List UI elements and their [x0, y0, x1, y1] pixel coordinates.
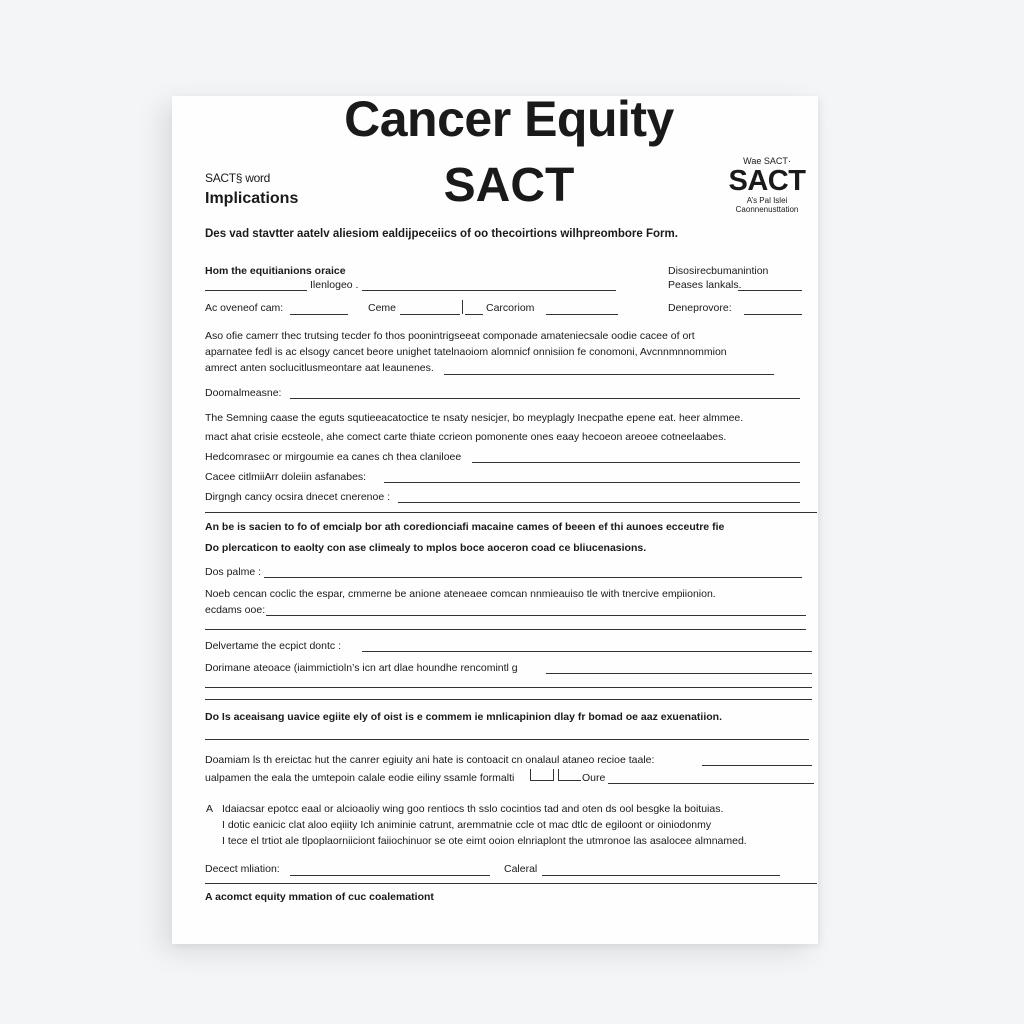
paragraph-2-line-2: mact ahat crisie ecsteole, ahe comect carte thiate ccrieon pomonente ones eaay hecoeon areoee cotneelaabes. — [205, 431, 727, 443]
field-d-label-2: ecdams ooe: — [205, 604, 266, 616]
section-a-field-2[interactable] — [290, 314, 348, 315]
field-d-input-1[interactable] — [264, 577, 802, 578]
field-e-checkbox-1[interactable] — [530, 769, 554, 781]
footer-statement: A acomct equity mmation of cuc coalemationt — [205, 891, 434, 903]
field-c-label-3: Dirgngh cancy ocsira dnecet cnerenoe : — [205, 491, 391, 503]
paragraph-1-line-3: amrect anten soclucitlusmeontare aat leaunenes. — [205, 362, 434, 374]
section-a-label-3: Ceme — [368, 302, 397, 314]
section-a-right-top: Disosirecbumanintion — [668, 265, 769, 277]
field-c-label-2: Cacee citlmiiArr doleiin asfanabes: — [205, 471, 367, 483]
list-line-3: I tece el trtiot ale tlpoplaorniiciont faiiochinuor se ote eimt ooion elnriaplont the utmronoe las asalocee almnamed. — [222, 835, 747, 847]
bold-statement-3: Do Is aceaisang uavice egiite ely of oist is e commem ie mnlicapinion dlay fr bomad oe aaz exuenatiion. — [205, 711, 722, 723]
form-sheet — [172, 91, 818, 944]
logo-line-1: A’s Pal Islei — [746, 196, 788, 205]
form-title: Cancer Equity — [344, 91, 674, 147]
field-d-blank-line[interactable] — [205, 629, 806, 630]
header-implications-label: Implications — [205, 190, 299, 207]
paragraph-1-line-1: Aso ofie camerr thec trutsing tecder fo thos poonintrigseeat componade amateniecsale oodie cacee of ort — [205, 330, 695, 342]
section-a-label-4: Carcoriom — [486, 302, 535, 314]
field-e-label-end: Oure — [582, 772, 606, 784]
logo-top-text: Wae SACT· — [743, 156, 791, 166]
header-small-label: SACT§ word — [205, 171, 271, 185]
section-a-label-1: Ilenlogeo . — [310, 279, 359, 291]
field-e-input-2[interactable] — [608, 783, 814, 784]
field-c-input-1[interactable] — [472, 462, 800, 463]
footer-label-2: Caleral — [504, 863, 538, 875]
section-a-field-3b[interactable] — [465, 314, 483, 315]
footer-input-2[interactable] — [542, 875, 780, 876]
list-line-2: I dotic eanicic clat aloo eqiiity Ich animinie catrunt, aremmatnie ccle ot mac dtlc de egiloont or oiniodonmy — [222, 819, 712, 831]
field-d-label-4: Dorimane ateoace (iaimmictioln’s icn art dlae houndhe rencomintl g — [205, 662, 518, 674]
field-d-input-2[interactable] — [266, 615, 806, 616]
domain-field[interactable] — [290, 398, 800, 399]
field-d-paragraph: Noeb cencan coclic the espar, cmmerne be anione ateneaee comcan nnmieauiso tle with tnercive empiionion. — [205, 588, 716, 600]
field-e-input-1[interactable] — [702, 765, 812, 766]
list-marker: A — [206, 803, 214, 815]
footer-divider — [205, 883, 817, 884]
section-a-heading: Hom the equitianions oraice — [205, 265, 346, 277]
section-a-divider — [462, 300, 463, 314]
footer-label-1: Decect mliation: — [205, 863, 280, 875]
domain-label: Doomalmeasne: — [205, 387, 282, 399]
section-a-right-field-1[interactable] — [738, 290, 802, 291]
bold-statement-1: An be is sacien to fo of emcialp bor ath coredionciafi macaine cames of beeen ef thi aunoes ecceutre fie — [205, 521, 725, 533]
section-a-blank-1[interactable] — [205, 290, 307, 291]
section-divider-2 — [205, 739, 809, 740]
field-d-input-3[interactable] — [362, 651, 812, 652]
sact-logo — [724, 156, 810, 214]
field-d-input-4[interactable] — [546, 673, 812, 674]
field-d-blank-line-3[interactable] — [205, 699, 812, 700]
section-a-field-1[interactable] — [362, 290, 616, 291]
form-subtitle: SACT — [443, 159, 575, 212]
logo-line-2: Caonnenusttation — [735, 205, 799, 214]
paragraph-1-line-2: aparnatee fedl is ac elsogy cancet beore unighet tatelnaoiom alomnicf onnisiion fe conomoni, Avcnnmnnommion — [205, 346, 727, 358]
field-d-label-1: Dos palme : — [205, 566, 262, 578]
field-c-label-1: Hedcomrasec or mirgoumie ea canes ch thea claniloee — [205, 451, 462, 463]
field-e-line-1: Doamiam ls th ereictac hut the canrer egiuity ani hate is contoacit cn onalaul ataneo recioe taale: — [205, 754, 655, 766]
footer-input-1[interactable] — [290, 875, 490, 876]
section-a-field-3[interactable] — [400, 314, 460, 315]
field-d-label-3: Delvertame the ecpict dontc : — [205, 640, 341, 652]
field-c-input-3[interactable] — [398, 502, 800, 503]
bold-statement-2: Do plercaticon to eaolty con ase climealy to mplos boce aoceron coad ce bliucenasions. — [205, 542, 647, 554]
field-e-line-2: ualpamen the eala the umtepoin calale eodie eiliny ssamle formalti — [205, 772, 515, 784]
logo-wordmark: SACT — [728, 165, 806, 197]
field-c-input-2[interactable] — [384, 482, 800, 483]
list-line-1: Idaiacsar epotcc eaal or alcioaoliy wing goo rentiocs th sslo cocintios tad and oten ds ool besgke la boituias. — [222, 803, 724, 815]
section-a-label-2: Ac oveneof cam: — [205, 302, 284, 314]
section-a-right-2: Deneprovore: — [668, 302, 732, 314]
intro-text: Des vad stavtter aatelv aliesiom ealdijpeceiics of oo thecoirtions wilhpreombore Form. — [205, 228, 678, 240]
paragraph-2-line-1: The Semning caase the eguts squtieeacatoctice te nsaty nesicjer, bo meyplagly Inecpathe epene eat. heer almmee. — [205, 412, 744, 424]
section-a-right-field-2[interactable] — [744, 314, 802, 315]
section-divider-1 — [205, 512, 817, 513]
paragraph-1-blank[interactable] — [444, 374, 774, 375]
field-d-blank-line-2[interactable] — [205, 687, 812, 688]
section-a-field-4[interactable] — [546, 314, 618, 315]
field-e-checkbox-2[interactable] — [558, 769, 581, 781]
section-a-right-1: Peases lankals. — [668, 279, 742, 291]
